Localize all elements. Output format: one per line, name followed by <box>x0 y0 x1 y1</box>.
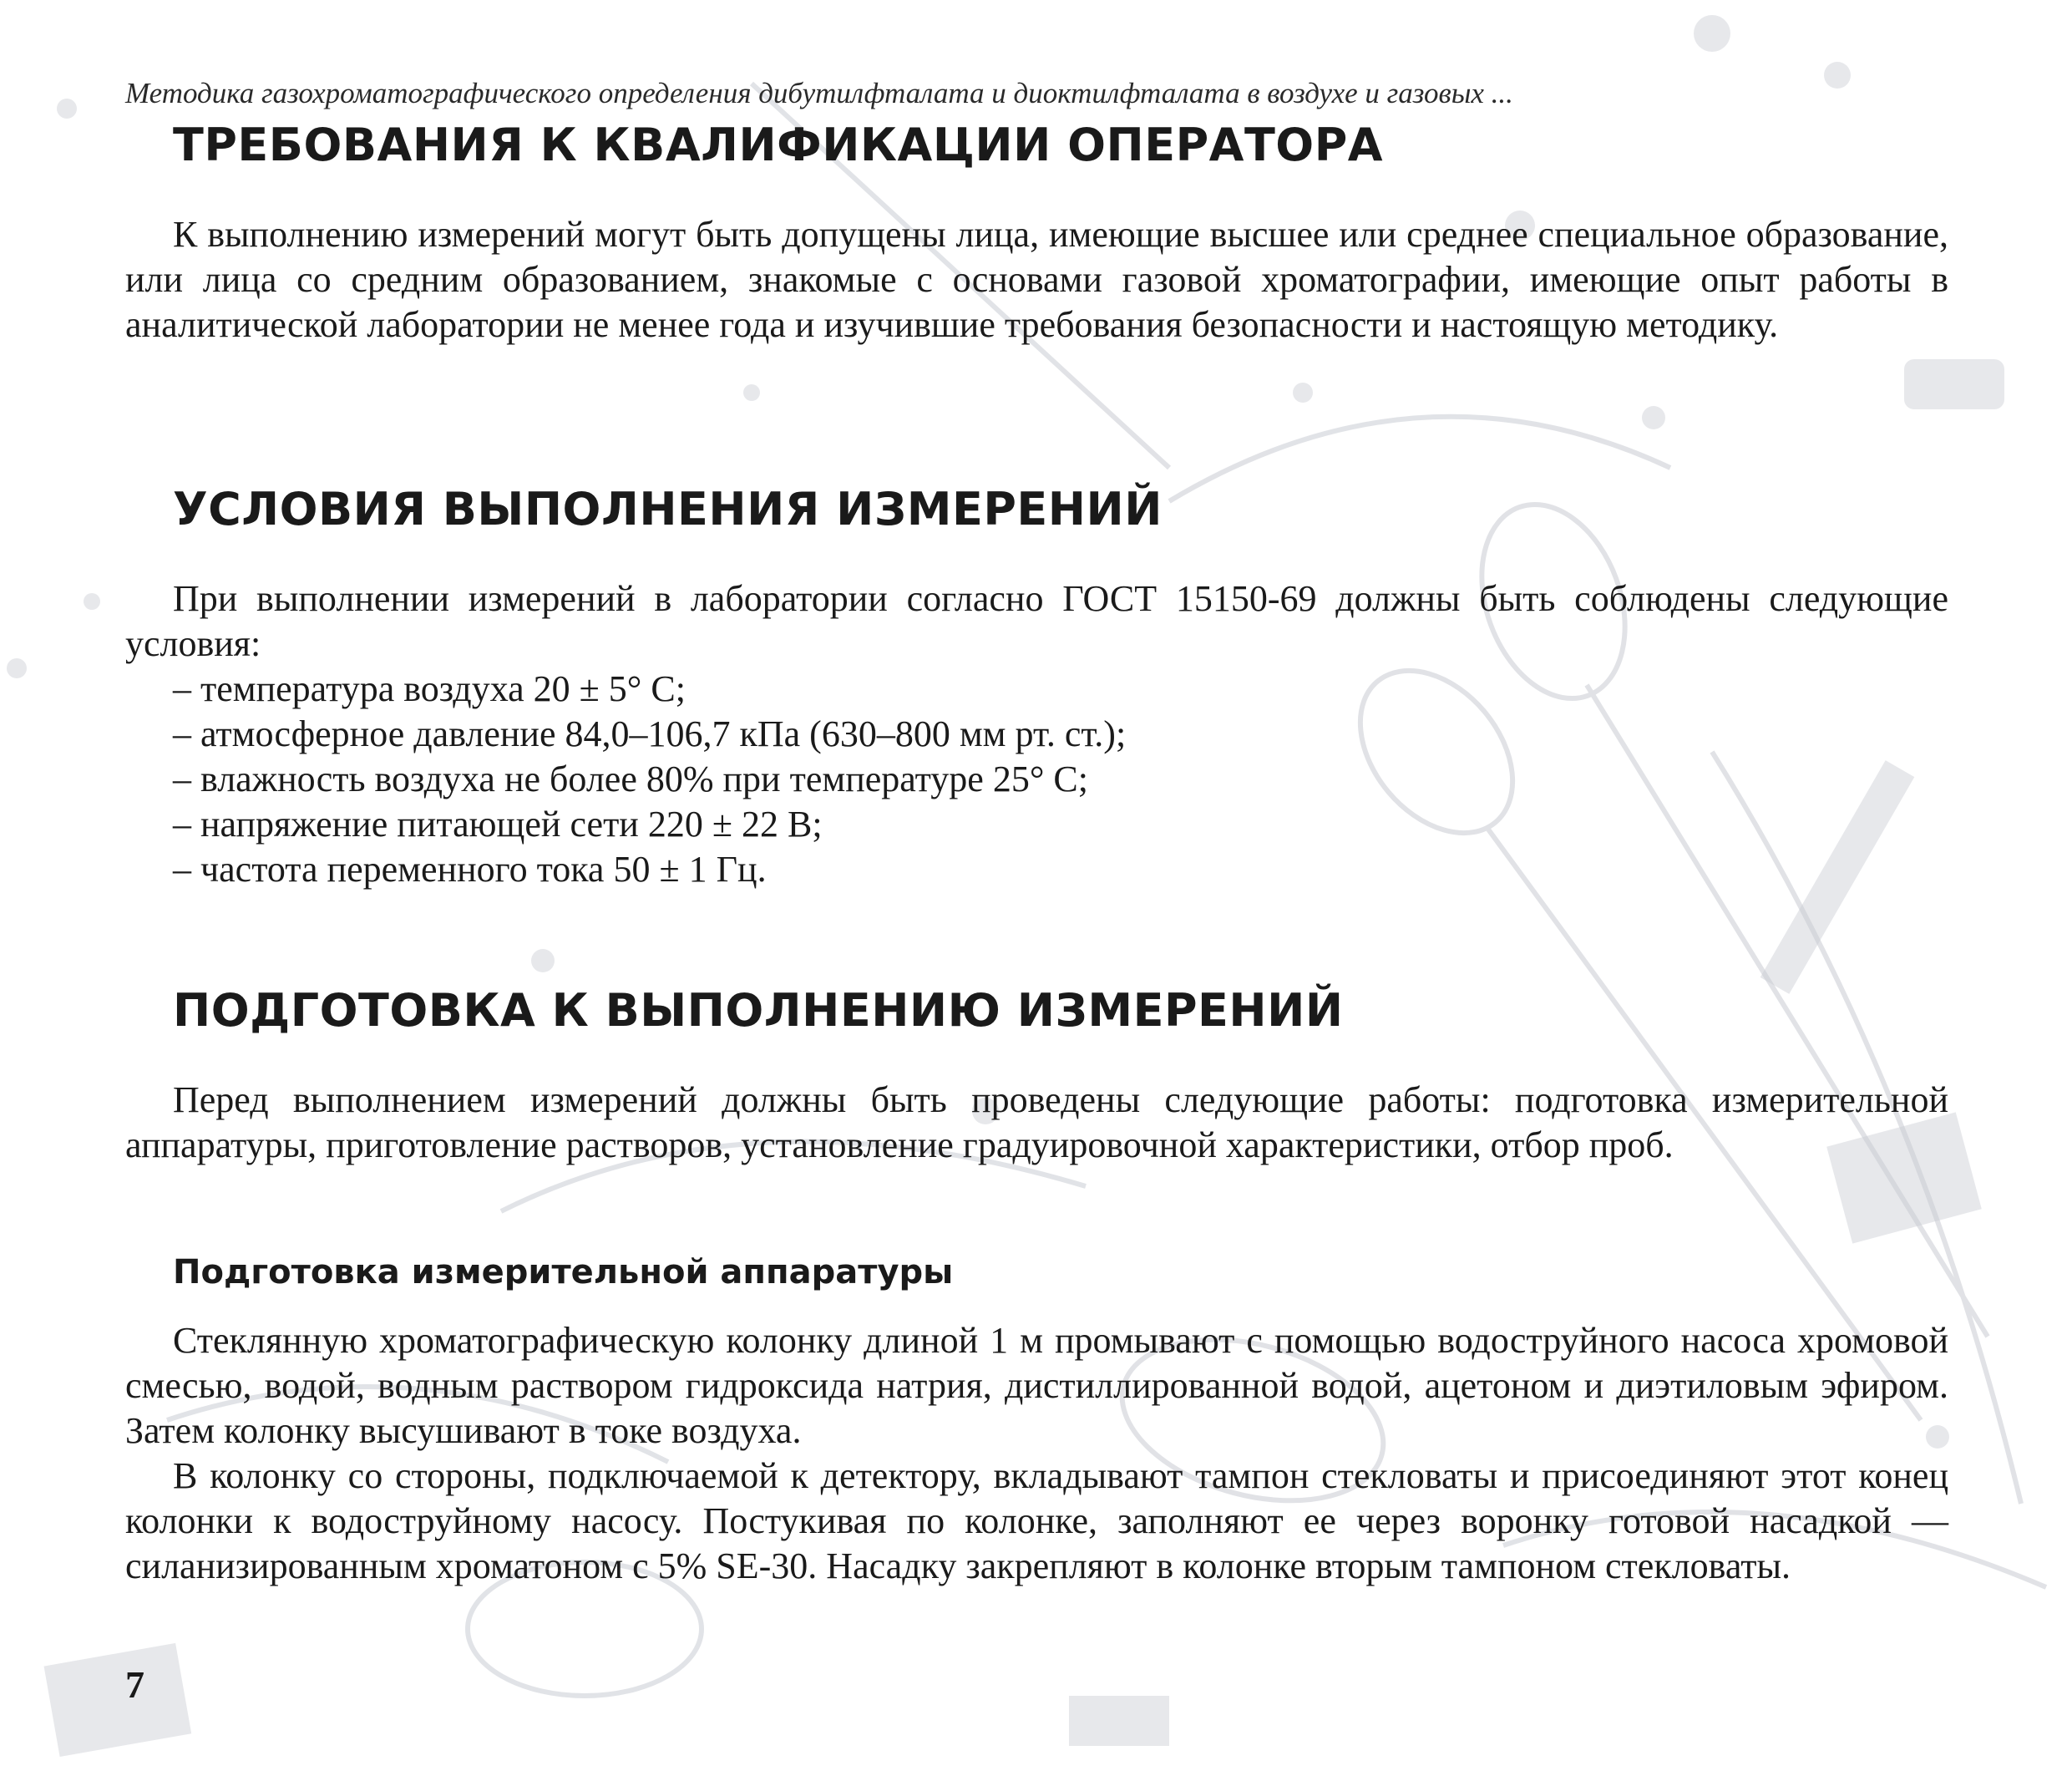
condition-temperature: – температура воздуха 20 ± 5° С; <box>173 668 686 709</box>
operator-qualification-paragraph: К выполнению измерений могут быть допущены лица, имеющие высшее или среднее специальное образование, или лица со средним образованием, знакомые с основами газовой хроматографии, имеющие опыт работы в аналитической лаборатории не менее года и изучившие требования безопасности и настоящую методику. <box>125 214 1948 345</box>
measurement-conditions-list <box>173 667 1927 892</box>
apparatus-paragraph-2: В колонку со стороны, подключаемой к детектору, вкладывают тампон стекловаты и присоединяют этот конец колонки к водоструйному насосу. Постукивая по колонке, заполняют ее через воронку готовой насадкой — силанизированным хроматоном с 5% SE-30. Насадку закрепляют в колонке вторым тампоном стекловаты. <box>125 1455 1948 1586</box>
subsection-heading-apparatus: Подготовка измерительной аппаратуры <box>173 1253 954 1291</box>
preparation-paragraph: Перед выполнением измерений должны быть проведены следующие работы: подготовка измерительной аппаратуры, приготовление растворов, установление градуировочной характеристики, отбор проб. <box>125 1079 1948 1165</box>
section-heading-operator-qualification: ТРЕБОВАНИЯ К КВАЛИФИКАЦИИ ОПЕРАТОРА <box>173 119 1384 171</box>
condition-frequency: – частота переменного тока 50 ± 1 Гц. <box>173 849 767 890</box>
page-number: 7 <box>125 1663 144 1706</box>
condition-voltage: – напряжение питающей сети 220 ± 22 В; <box>173 804 823 845</box>
condition-humidity: – влажность воздуха не более 80% при температуре 25° С; <box>173 759 1089 799</box>
running-header: Методика газохроматографического определения дибутилфталата и диоктилфталата в воздухе и газовых ... <box>125 77 1513 109</box>
condition-pressure: – атмосферное давление 84,0–106,7 кПа (630–800 мм рт. ст.); <box>173 713 1127 754</box>
apparatus-paragraph-1: Стеклянную хроматографическую колонку длиной 1 м промывают с помощью водоструйного насоса хромовой смесью, водой, водным раствором гидроксида натрия, дистиллированной водой, ацетоном и диэтиловым эфиром. Затем колонку высушивают в токе воздуха. <box>125 1320 1948 1451</box>
section-heading-preparation: ПОДГОТОВКА К ВЫПОЛНЕНИЮ ИЗМЕРЕНИЙ <box>173 984 1344 1037</box>
section-heading-measurement-conditions: УСЛОВИЯ ВЫПОЛНЕНИЯ ИЗМЕРЕНИЙ <box>173 483 1163 535</box>
measurement-conditions-intro: При выполнении измерений в лаборатории согласно ГОСТ 15150-69 должны быть соблюдены следующие условия: <box>125 578 1948 664</box>
